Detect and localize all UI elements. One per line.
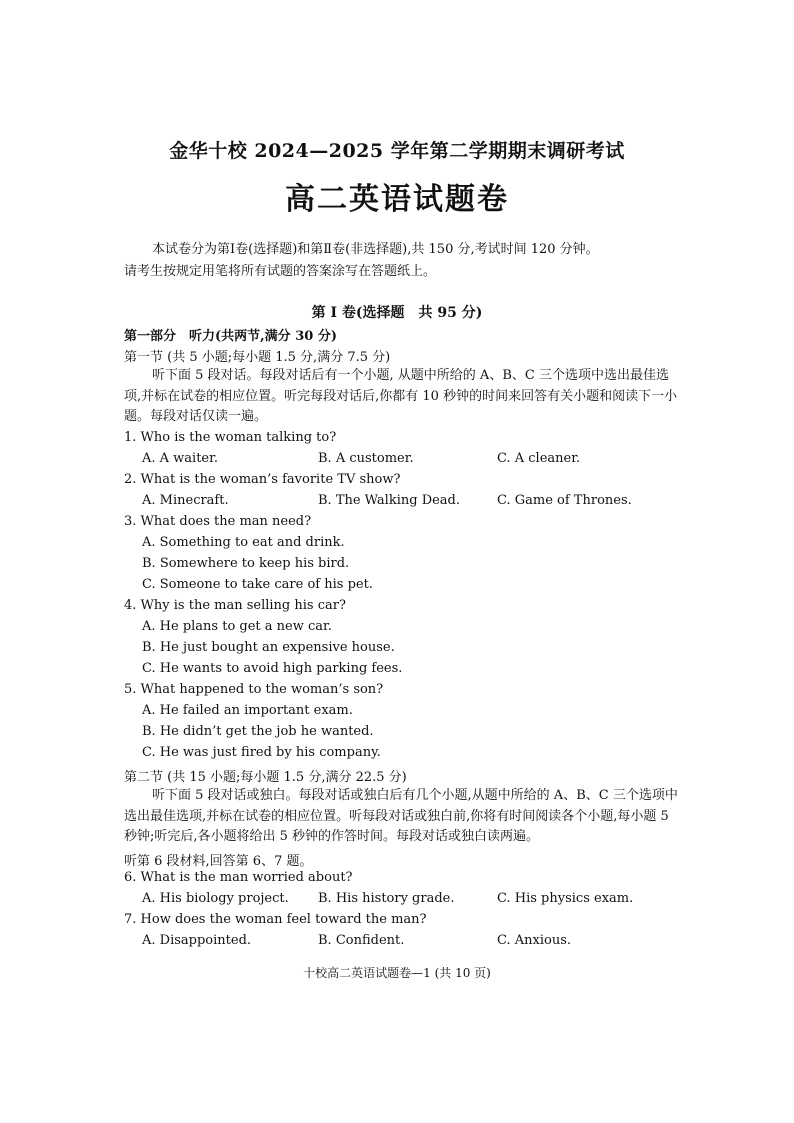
q2-option-a[interactable]: A. Minecraft. bbox=[142, 493, 229, 508]
section-2-instructions: 听下面 5 段对话或独白。每段对话或独白后有几个小题,从题中所给的 A、B、C 三个选项中选出最佳选项,并标在试卷的相应位置。听每段对话或独白前,你将有时间阅读各个小题,每小题 5 秒钟;听完后,各小题将给出 5 秒钟的作答时间。每段对话或独白读两遍。 bbox=[124, 788, 678, 844]
q1-option-c[interactable]: C. A cleaner. bbox=[497, 451, 581, 466]
question-3: 3. What does the man need? bbox=[124, 514, 312, 529]
question-7: 7. How does the woman feel toward the man? bbox=[124, 912, 427, 927]
intro-line-1: 本试卷分为第Ⅰ卷(选择题)和第Ⅱ卷(非选择题),共 150 分,考试时间 120 分钟。 bbox=[152, 242, 599, 257]
q3-option-b[interactable]: B. Somewhere to keep his bird. bbox=[142, 556, 350, 571]
question-5: 5. What happened to the woman’s son? bbox=[124, 682, 384, 697]
q7-option-a[interactable]: A. Disappointed. bbox=[142, 933, 252, 948]
section-2-title: 第二节 (共 15 小题;每小题 1.5 分,满分 22.5 分) bbox=[124, 770, 407, 785]
question-4: 4. Why is the man selling his car? bbox=[124, 598, 346, 613]
q6-option-a[interactable]: A. His biology project. bbox=[142, 891, 289, 906]
section-1-title: 第一节 (共 5 小题;每小题 1.5 分,满分 7.5 分) bbox=[124, 350, 391, 365]
q7-option-c[interactable]: C. Anxious. bbox=[497, 933, 572, 948]
intro-line-2: 请考生按规定用笔将所有试题的答案涂写在答题纸上。 bbox=[124, 264, 437, 279]
material-6-note: 听第 6 段材料,回答第 6、7 题。 bbox=[124, 854, 313, 869]
q7-option-b[interactable]: B. Confident. bbox=[318, 933, 405, 948]
volume-1-title: 第 I 卷(选择题 共 95 分) bbox=[311, 305, 483, 321]
section-1-instructions: 听下面 5 段对话。每段对话后有一个小题, 从题中所给的 A、B、C 三个选项中选出最佳选项,并标在试卷的相应位置。听完每段对话后,你都有 10 秒钟的时间来回答有关小题和阅读下一小题。每段对话仅读一遍。 bbox=[124, 368, 678, 424]
q5-option-a[interactable]: A. He failed an important exam. bbox=[142, 703, 353, 718]
q3-option-a[interactable]: A. Something to eat and drink. bbox=[142, 535, 345, 550]
q4-option-a[interactable]: A. He plans to get a new car. bbox=[142, 619, 332, 634]
exam-title: 金华十校 2024—2025 学年第二学期期末调研考试 bbox=[169, 140, 625, 162]
q5-option-c[interactable]: C. He was just fired by his company. bbox=[142, 745, 381, 760]
q2-option-c[interactable]: C. Game of Thrones. bbox=[497, 493, 632, 508]
q4-option-b[interactable]: B. He just bought an expensive house. bbox=[142, 640, 395, 655]
q4-option-c[interactable]: C. He wants to avoid high parking fees. bbox=[142, 661, 403, 676]
q1-option-b[interactable]: B. A customer. bbox=[318, 451, 414, 466]
question-2: 2. What is the woman’s favorite TV show? bbox=[124, 472, 401, 487]
page-footer: 十校高二英语试题卷—1 (共 10 页) bbox=[303, 966, 491, 980]
paper-subject-title: 高二英语试题卷 bbox=[285, 182, 509, 217]
q5-option-b[interactable]: B. He didn’t get the job he wanted. bbox=[142, 724, 374, 739]
q6-option-c[interactable]: C. His physics exam. bbox=[497, 891, 634, 906]
q3-option-c[interactable]: C. Someone to take care of his pet. bbox=[142, 577, 373, 592]
question-1: 1. Who is the woman talking to? bbox=[124, 430, 337, 445]
question-6: 6. What is the man worried about? bbox=[124, 870, 353, 885]
q6-option-b[interactable]: B. His history grade. bbox=[318, 891, 455, 906]
q1-option-a[interactable]: A. A waiter. bbox=[142, 451, 219, 466]
part-1-title: 第一部分 听力(共两节,满分 30 分) bbox=[124, 329, 337, 344]
q2-option-b[interactable]: B. The Walking Dead. bbox=[318, 493, 461, 508]
